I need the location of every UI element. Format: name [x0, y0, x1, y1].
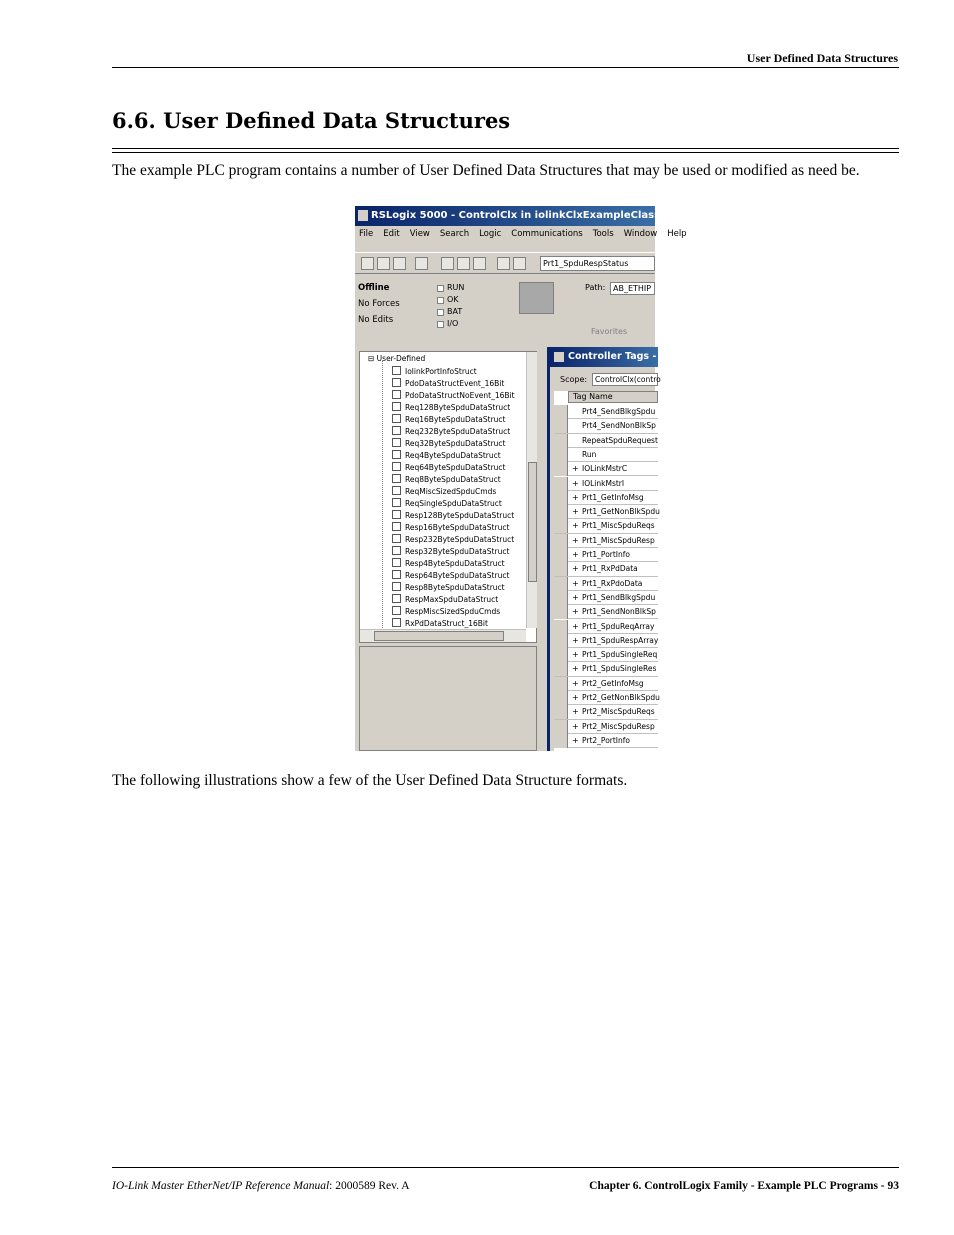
tree-item-label: Req16ByteSpduDataStruct	[405, 415, 506, 424]
tree-item[interactable]	[392, 378, 504, 390]
expand-icon[interactable]: +	[572, 507, 579, 517]
row-selector[interactable]	[554, 448, 568, 462]
data-type-icon	[392, 438, 401, 447]
table-row[interactable]	[554, 577, 658, 591]
menu-item[interactable]: Communications	[511, 229, 583, 239]
expand-icon[interactable]: +	[572, 492, 579, 502]
row-selector[interactable]	[554, 705, 568, 719]
row-selector[interactable]	[554, 591, 568, 605]
tree-item[interactable]	[392, 450, 501, 462]
tree-item[interactable]	[392, 582, 505, 594]
heading-rule-bottom	[112, 152, 899, 153]
scroll-thumb[interactable]	[374, 631, 504, 641]
row-selector[interactable]	[554, 477, 568, 491]
expand-icon[interactable]: +	[572, 578, 579, 588]
print-icon[interactable]	[415, 257, 428, 270]
tree-item[interactable]	[392, 594, 498, 606]
scope-label: Scope:	[560, 375, 588, 384]
copy-icon[interactable]	[457, 257, 470, 270]
menu-item[interactable]: Logic	[479, 229, 502, 239]
data-type-icon	[392, 510, 401, 519]
data-type-icon	[392, 426, 401, 435]
tree-item[interactable]	[392, 498, 502, 510]
tag-name-cell: Prt2_GetNonBlkSpdu	[582, 693, 660, 702]
path-label: Path:	[585, 283, 606, 292]
row-selector[interactable]	[554, 605, 568, 619]
tree-root-label: User-Defined	[376, 354, 426, 363]
tree-item[interactable]	[392, 522, 509, 534]
tag-name-cell: Prt1_SpduReqArray	[582, 621, 655, 631]
tree-connector	[382, 360, 383, 630]
footer-manual-reference	[112, 1180, 410, 1192]
tag-name-cell: Prt1_SpduSingleRes	[582, 664, 657, 674]
tree-item[interactable]	[392, 426, 510, 438]
expand-icon[interactable]: +	[572, 478, 579, 488]
tag-name-column-header[interactable]: Tag Name	[568, 391, 658, 403]
tree-item-label: Req128ByteSpduDataStruct	[405, 403, 511, 412]
scroll-thumb[interactable]	[528, 462, 537, 582]
expand-icon[interactable]: +	[572, 678, 579, 688]
row-selector[interactable]	[554, 562, 568, 576]
expand-icon[interactable]: +	[572, 693, 579, 702]
tree-horizontal-scrollbar[interactable]	[360, 629, 526, 642]
expand-icon[interactable]: +	[572, 735, 579, 745]
tree-root-user-defined[interactable]	[368, 354, 425, 363]
tree-item[interactable]	[392, 546, 509, 558]
tree-item-label: IolinkPortInfoStruct	[405, 367, 477, 376]
tree-item[interactable]	[392, 570, 509, 582]
expand-icon[interactable]: +	[572, 550, 579, 559]
row-selector[interactable]	[554, 634, 568, 648]
row-selector[interactable]	[554, 691, 568, 705]
tag-name-cell: Prt1_SpduSingleReq	[582, 650, 658, 660]
io-indicator-label: I/O	[447, 319, 459, 328]
tags-window-title: Controller Tags - Co	[568, 351, 674, 362]
footer-chapter-page: Chapter 6. ControlLogix Family - Example PLC Programs - 93	[589, 1180, 899, 1192]
data-type-icon	[392, 618, 401, 627]
tag-name-cell: RepeatSpduRequest	[582, 435, 658, 445]
table-row[interactable]	[554, 705, 658, 719]
data-type-icon	[392, 534, 401, 543]
menu-item[interactable]: Help	[667, 229, 687, 239]
tag-name-cell: Prt2_PortInfo	[582, 735, 630, 745]
tree-item-label: RxPdDataStruct_16Bit	[405, 619, 488, 628]
tree-item[interactable]	[392, 534, 514, 546]
menu-item[interactable]: Search	[439, 229, 470, 239]
rslogix-screenshot	[355, 206, 717, 751]
tag-name-cell: Prt1_GetInfoMsg	[582, 492, 644, 502]
intro-paragraph: The example PLC program contains a number of User Defined Data Structures that may be used or modified as need be.	[112, 162, 860, 179]
open-folder-icon[interactable]	[377, 257, 390, 270]
tag-name-cell: IOLinkMstrI	[582, 478, 625, 488]
heading-rule-top	[112, 148, 899, 149]
row-selector[interactable]	[554, 648, 568, 662]
tree-item-label: Resp16ByteSpduDataStruct	[405, 523, 510, 532]
data-type-icon	[392, 402, 401, 411]
table-row[interactable]	[554, 562, 658, 576]
table-row[interactable]	[554, 734, 658, 748]
tag-name-cell: Prt1_RxPdData	[582, 564, 638, 574]
tree-item[interactable]	[392, 474, 501, 486]
data-type-icon	[392, 378, 401, 387]
expand-icon[interactable]: +	[572, 464, 579, 474]
tree-item[interactable]	[392, 438, 505, 450]
menu-item[interactable]: Edit	[383, 229, 400, 239]
tree-item-label: Req8ByteSpduDataStruct	[405, 475, 501, 484]
footer-manual-title: IO-Link Master EtherNet/IP Reference Manual	[112, 1180, 330, 1192]
table-row[interactable]	[554, 519, 658, 533]
data-type-icon	[392, 462, 401, 471]
tag-name-cell: Prt4_SendBlkgSpdu	[582, 407, 656, 416]
tree-item-label: Req32ByteSpduDataStruct	[405, 439, 506, 448]
table-row[interactable]	[554, 677, 658, 691]
data-type-icon	[392, 450, 401, 459]
expand-icon[interactable]: +	[572, 592, 579, 602]
standard-toolbar	[355, 252, 655, 274]
tree-item-label: Resp8ByteSpduDataStruct	[405, 583, 505, 592]
tag-name-cell: Prt1_SendBlkgSpdu	[582, 592, 656, 602]
expand-icon[interactable]: +	[572, 650, 579, 660]
tree-item-label: Req64ByteSpduDataStruct	[405, 463, 506, 472]
data-type-icon	[392, 390, 401, 399]
tree-item[interactable]	[392, 366, 477, 378]
row-selector[interactable]	[554, 620, 568, 634]
tag-search-combo[interactable]: Prt1_SpduRespStatus	[540, 256, 655, 271]
bat-indicator-label: BAT	[447, 307, 463, 316]
table-row[interactable]	[554, 720, 658, 734]
window-title: RSLogix 5000 - ControlClx in iolinkClxExampleClass1_INT.ACD	[371, 210, 717, 221]
undo-icon[interactable]	[497, 257, 510, 270]
tree-item[interactable]	[392, 510, 514, 522]
row-selector[interactable]	[554, 462, 568, 476]
following-paragraph: The following illustrations show a few of the User Defined Data Structure formats.	[112, 772, 628, 789]
tree-vertical-scrollbar[interactable]	[526, 352, 537, 628]
tree-item-label: PdoDataStructNoEvent_16Bit	[405, 391, 515, 400]
tag-name-cell: IOLinkMstrC	[582, 464, 628, 474]
tag-name-cell: Prt1_MiscSpduResp	[582, 535, 655, 545]
row-selector[interactable]	[554, 677, 568, 691]
edits-status: No Edits	[358, 315, 394, 325]
path-field[interactable]: AB_ETHIP	[610, 282, 655, 295]
data-type-icon	[392, 486, 401, 495]
data-type-icon	[392, 366, 401, 375]
data-type-icon	[392, 570, 401, 579]
row-selector[interactable]	[554, 419, 568, 433]
tag-name-cell: Prt2_MiscSpduResp	[582, 721, 655, 731]
row-selector[interactable]	[554, 519, 568, 533]
table-row[interactable]	[554, 419, 658, 433]
row-selector[interactable]	[554, 577, 568, 591]
data-type-icon	[392, 474, 401, 483]
tree-item-label: Resp232ByteSpduDataStruct	[405, 535, 515, 544]
menu-item[interactable]: Tools	[592, 229, 614, 239]
tag-name-cell: Prt2_MiscSpduReqs	[582, 707, 655, 717]
save-icon[interactable]	[393, 257, 406, 270]
tree-item-label: RespMiscSizedSpduCmds	[405, 607, 501, 616]
tree-item-label: Resp32ByteSpduDataStruct	[405, 547, 510, 556]
cut-icon[interactable]	[441, 257, 454, 270]
table-row[interactable]	[554, 662, 658, 676]
table-row[interactable]	[554, 605, 658, 619]
row-selector[interactable]	[554, 491, 568, 505]
table-row[interactable]	[554, 591, 658, 605]
expand-icon[interactable]: +	[572, 721, 579, 731]
tag-name-cell: Run	[582, 449, 597, 459]
tree-item-label: Req4ByteSpduDataStruct	[405, 451, 501, 460]
table-row[interactable]	[554, 491, 658, 505]
data-type-icon	[392, 414, 401, 423]
tag-name-cell: Prt4_SendNonBlkSp	[582, 421, 656, 431]
expand-icon[interactable]: +	[572, 635, 579, 645]
window-titlebar	[355, 206, 717, 226]
table-row[interactable]	[554, 405, 658, 419]
section-heading: 6.6. User Defined Data Structures	[112, 108, 511, 133]
table-row[interactable]	[554, 505, 658, 519]
tag-name-cell: Prt2_GetInfoMsg	[582, 678, 644, 688]
data-type-icon	[392, 522, 401, 531]
row-selector[interactable]	[554, 548, 568, 562]
expand-icon[interactable]: +	[572, 521, 579, 531]
row-selector[interactable]	[554, 505, 568, 519]
tree-item-label: Req232ByteSpduDataStruct	[405, 427, 511, 436]
row-selector[interactable]	[554, 662, 568, 676]
tree-item-label: Resp128ByteSpduDataStruct	[405, 511, 515, 520]
expand-icon[interactable]: +	[572, 664, 579, 674]
expand-icon[interactable]: +	[572, 564, 579, 574]
tree-item[interactable]	[392, 606, 500, 618]
tag-name-cell: Prt1_RxPdoData	[582, 578, 643, 588]
tree-item-label: ReqSingleSpduDataStruct	[405, 499, 502, 508]
tag-name-cell: Prt1_GetNonBlkSpdu	[582, 507, 660, 517]
tree-item-label: RespMaxSpduDataStruct	[405, 595, 499, 604]
description-pane	[359, 646, 537, 751]
expand-icon[interactable]: +	[572, 621, 579, 631]
data-type-icon	[392, 498, 401, 507]
tree-item[interactable]	[392, 390, 515, 402]
data-type-icon	[392, 582, 401, 591]
tags-window-titlebar	[550, 347, 674, 367]
data-type-icon	[392, 558, 401, 567]
scope-select[interactable]: ControlClx(contro	[592, 373, 658, 386]
tags-window-icon	[554, 352, 564, 362]
tag-name-cell: Prt1_PortInfo	[582, 550, 630, 559]
row-selector[interactable]	[554, 734, 568, 748]
keyswitch-icon	[519, 282, 554, 314]
table-row[interactable]	[554, 548, 658, 562]
tree-item[interactable]	[392, 486, 496, 498]
row-selector[interactable]	[554, 534, 568, 548]
paste-icon[interactable]	[473, 257, 486, 270]
tag-name-cell: Prt1_SpduRespArray	[582, 635, 659, 645]
footer-rule	[112, 1167, 899, 1168]
running-header: User Defined Data Structures	[746, 51, 898, 65]
menu-bar	[355, 226, 687, 242]
tag-name-cell: Prt1_SendNonBlkSp	[582, 607, 656, 617]
header-rule	[112, 67, 899, 68]
table-row[interactable]	[554, 477, 658, 491]
forces-status: No Forces	[358, 299, 400, 309]
tags-grid	[554, 391, 658, 751]
mode-status: Offline	[358, 283, 390, 293]
data-type-icon	[392, 546, 401, 555]
run-indicator-label: RUN	[447, 283, 465, 292]
table-row[interactable]	[554, 462, 658, 476]
menu-item[interactable]: File	[359, 229, 374, 239]
row-selector[interactable]	[554, 720, 568, 734]
table-row[interactable]	[554, 448, 658, 462]
ok-indicator	[437, 297, 444, 304]
footer-revision: : 2000589 Rev. A	[329, 1180, 410, 1192]
table-row[interactable]	[554, 634, 658, 648]
data-type-icon	[392, 606, 401, 615]
tag-name-cell: Prt1_MiscSpduReqs	[582, 521, 655, 531]
controller-tags-window	[547, 347, 674, 751]
redo-icon[interactable]	[513, 257, 526, 270]
row-selector[interactable]	[554, 434, 568, 448]
tree-item[interactable]	[392, 558, 505, 570]
row-selector[interactable]	[554, 405, 568, 419]
tree-item[interactable]	[392, 414, 505, 426]
data-type-icon	[392, 594, 401, 603]
menu-item[interactable]: Window	[623, 229, 658, 239]
tree-item[interactable]	[392, 462, 505, 474]
rslogix-app-icon	[358, 210, 368, 221]
table-row[interactable]	[554, 434, 658, 448]
table-row[interactable]	[554, 534, 658, 548]
table-row[interactable]	[554, 691, 658, 705]
tree-item-label: ReqMiscSizedSpduCmds	[405, 487, 497, 496]
tree-item-label: Resp4ByteSpduDataStruct	[405, 559, 505, 568]
tree-item-label: PdoDataStructEvent_16Bit	[405, 379, 505, 388]
table-row[interactable]	[554, 620, 658, 634]
controller-organizer-tree	[359, 351, 537, 643]
new-file-icon[interactable]	[361, 257, 374, 270]
tree-item[interactable]	[392, 402, 510, 414]
run-indicator	[437, 285, 444, 292]
collapse-icon[interactable]: ⊟	[368, 354, 377, 363]
expand-icon[interactable]: +	[572, 707, 579, 717]
tree-item-label: Resp64ByteSpduDataStruct	[405, 571, 510, 580]
ok-indicator-label: OK	[447, 295, 459, 304]
io-indicator	[437, 321, 444, 328]
expand-icon[interactable]: +	[572, 535, 579, 545]
favorites-tab[interactable]: Favorites	[591, 327, 628, 336]
menu-item[interactable]: View	[409, 229, 430, 239]
bat-indicator	[437, 309, 444, 316]
expand-icon[interactable]: +	[572, 607, 579, 617]
table-row[interactable]	[554, 648, 658, 662]
